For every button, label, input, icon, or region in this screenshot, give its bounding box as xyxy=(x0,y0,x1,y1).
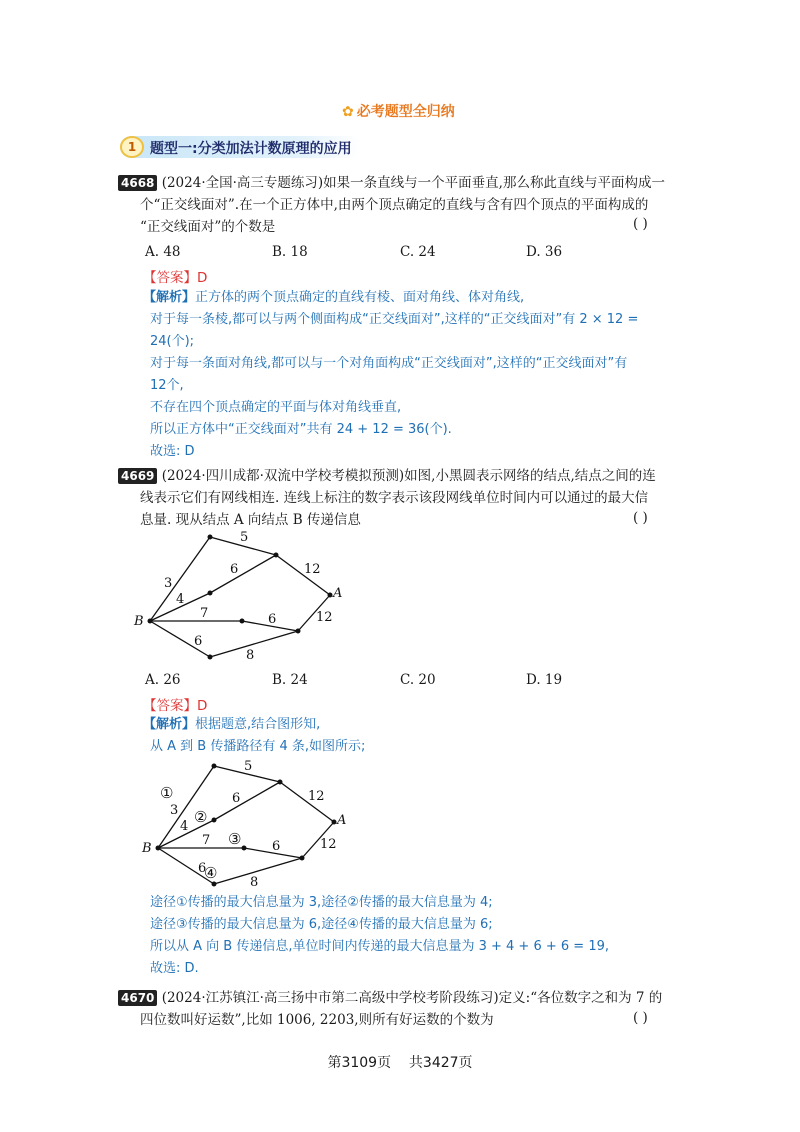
question-text-line: 线表示它们有网线相连. 连线上标注的数字表示该段网线单位时间内可以通过的最大信 xyxy=(140,490,649,506)
node xyxy=(278,780,283,785)
question-id-badge: 4669 xyxy=(118,468,157,484)
analysis-line: 对于每一条面对角线,都可以与一个对角面构成“正交线面对”,这样的“正交线面对”有 xyxy=(150,356,628,371)
node xyxy=(274,553,279,558)
node-label-a: A xyxy=(337,813,347,828)
page-number: 第3109页 xyxy=(327,1055,392,1071)
edge-label: 6 xyxy=(272,839,281,854)
edge-label: 12 xyxy=(308,789,325,804)
node xyxy=(242,846,247,851)
edge-label: 6 xyxy=(232,791,241,806)
page-footer xyxy=(0,1052,800,1072)
edge-label: 3 xyxy=(170,803,179,818)
node-a xyxy=(332,820,337,825)
path-marker: ② xyxy=(194,808,208,826)
edge-label: 8 xyxy=(246,648,255,663)
option-d: D. 36 xyxy=(526,244,563,260)
answer-blank: ( ) xyxy=(633,1010,648,1026)
analysis-4669-head xyxy=(143,714,365,758)
edge-label: 8 xyxy=(250,875,259,890)
path-marker: ① xyxy=(160,784,174,802)
question-text-line: (2024·江苏镇江·高三扬中市第二高级中学校考阶段练习)定义:“各位数字之和为 7 的 xyxy=(161,990,663,1006)
analysis-label: 【解析】 xyxy=(143,717,196,732)
edge-label: 6 xyxy=(198,861,207,876)
option-c: C. 20 xyxy=(400,672,436,688)
analysis-line: 根据题意,结合图形知, xyxy=(195,717,321,732)
section-title xyxy=(342,101,455,121)
network-graph xyxy=(130,525,360,665)
node xyxy=(208,535,213,540)
page-total: 共3427页 xyxy=(408,1055,473,1071)
edge-label: 12 xyxy=(316,610,333,625)
type-title: 题型一:分类加法计数原理的应用 xyxy=(150,141,352,157)
question-text-line: “正交线面对”的个数是 xyxy=(140,219,276,235)
question-4669 xyxy=(118,465,656,531)
edge-label: 5 xyxy=(244,759,253,774)
analysis-line: 故选: D. xyxy=(150,961,199,976)
edge-label: 6 xyxy=(268,612,277,627)
option-c: C. 24 xyxy=(400,244,436,260)
option-d: D. 19 xyxy=(526,672,563,688)
node xyxy=(296,629,301,634)
analysis-line: 12个, xyxy=(150,378,184,393)
analysis-4669-tail xyxy=(150,892,609,980)
question-4668 xyxy=(118,172,665,238)
sparkle-icon: ✿ xyxy=(342,104,354,120)
answer-line: 【答案】D xyxy=(143,698,208,714)
node xyxy=(208,591,213,596)
analysis-line: 对于每一条棱,都可以与两个侧面构成“正交线面对”,这样的“正交线面对”有 2 × 12 = xyxy=(150,312,639,327)
option-b: B. 18 xyxy=(272,244,308,260)
question-id-badge: 4668 xyxy=(118,175,157,191)
question-text-line: 四位数叫好运数”,比如 1006, 2203,则所有好运数的个数为 xyxy=(140,1012,494,1028)
edge-label: 12 xyxy=(304,562,321,577)
section-title-text: 必考题型全归纳 xyxy=(356,104,455,120)
node-label-b: B xyxy=(134,614,144,629)
question-text-line: (2024·四川成都·双流中学校考模拟预测)如图,小黑圆表示网络的结点,结点之间的连 xyxy=(161,468,656,484)
analysis-line: 所以正方体中“正交线面对”共有 24 + 12 = 36(个). xyxy=(150,422,452,437)
edge-label: 7 xyxy=(200,606,209,621)
option-a: A. 48 xyxy=(145,244,181,260)
analysis-line: 24(个); xyxy=(150,334,195,349)
question-text-line: 息量. 现从结点 A 向结点 B 传递信息 xyxy=(140,512,361,528)
analysis-line: 不存在四个顶点确定的平面与体对角线垂直, xyxy=(150,400,402,415)
node-a xyxy=(328,593,333,598)
type-number-badge: 1 xyxy=(120,136,144,158)
analysis-line: 途径①传播的最大信息量为 3,途径②传播的最大信息量为 4; xyxy=(150,895,493,910)
edge-label: 4 xyxy=(180,819,189,834)
analysis-line: 故选: D xyxy=(150,444,195,459)
analysis-line: 从 A 到 B 传播路径有 4 条,如图所示; xyxy=(150,739,366,754)
analysis-line: 途径③传播的最大信息量为 6,途径④传播的最大信息量为 6; xyxy=(150,917,493,932)
question-id-badge: 4670 xyxy=(118,990,157,1006)
question-4670 xyxy=(118,987,662,1031)
analysis-4668 xyxy=(143,287,638,463)
edge-label: 7 xyxy=(202,833,211,848)
edge-label: 5 xyxy=(240,530,249,545)
node-label-a: A xyxy=(333,586,343,601)
node xyxy=(240,619,245,624)
node-b xyxy=(148,619,153,624)
node-label-b: B xyxy=(142,841,152,856)
edge-label: 3 xyxy=(164,576,173,591)
analysis-line: 所以从 A 向 B 传递信息,单位时间内传递的最大信息量为 3 + 4 + 6 + 6 = 19, xyxy=(150,939,609,954)
analysis-line: 正方体的两个顶点确定的直线有棱、面对角线、体对角线, xyxy=(195,290,525,305)
option-a: A. 26 xyxy=(145,672,181,688)
node-b xyxy=(156,846,161,851)
answer-blank: ( ) xyxy=(633,216,648,232)
edge-label: 12 xyxy=(320,837,337,852)
node xyxy=(212,764,217,769)
question-text-line: (2024·全国·高三专题练习)如果一条直线与一个平面垂直,那么称此直线与平面构成一 xyxy=(161,175,665,191)
question-text-line: 个“正交线面对”.在一个正方体中,由两个顶点确定的直线与含有四个顶点的平面构成的 xyxy=(140,197,649,213)
node xyxy=(212,882,217,887)
node xyxy=(300,856,305,861)
edge-label: 6 xyxy=(230,562,239,577)
analysis-label: 【解析】 xyxy=(143,290,196,305)
answer-blank: ( ) xyxy=(633,510,648,526)
network-graph-paths xyxy=(140,758,370,894)
edge-label: 4 xyxy=(176,592,185,607)
edge-label: 6 xyxy=(194,634,203,649)
node xyxy=(208,655,213,660)
option-b: B. 24 xyxy=(272,672,308,688)
answer-line: 【答案】D xyxy=(143,270,208,286)
path-marker: ③ xyxy=(228,830,242,848)
path-marker: ④ xyxy=(204,864,218,882)
node xyxy=(212,818,217,823)
